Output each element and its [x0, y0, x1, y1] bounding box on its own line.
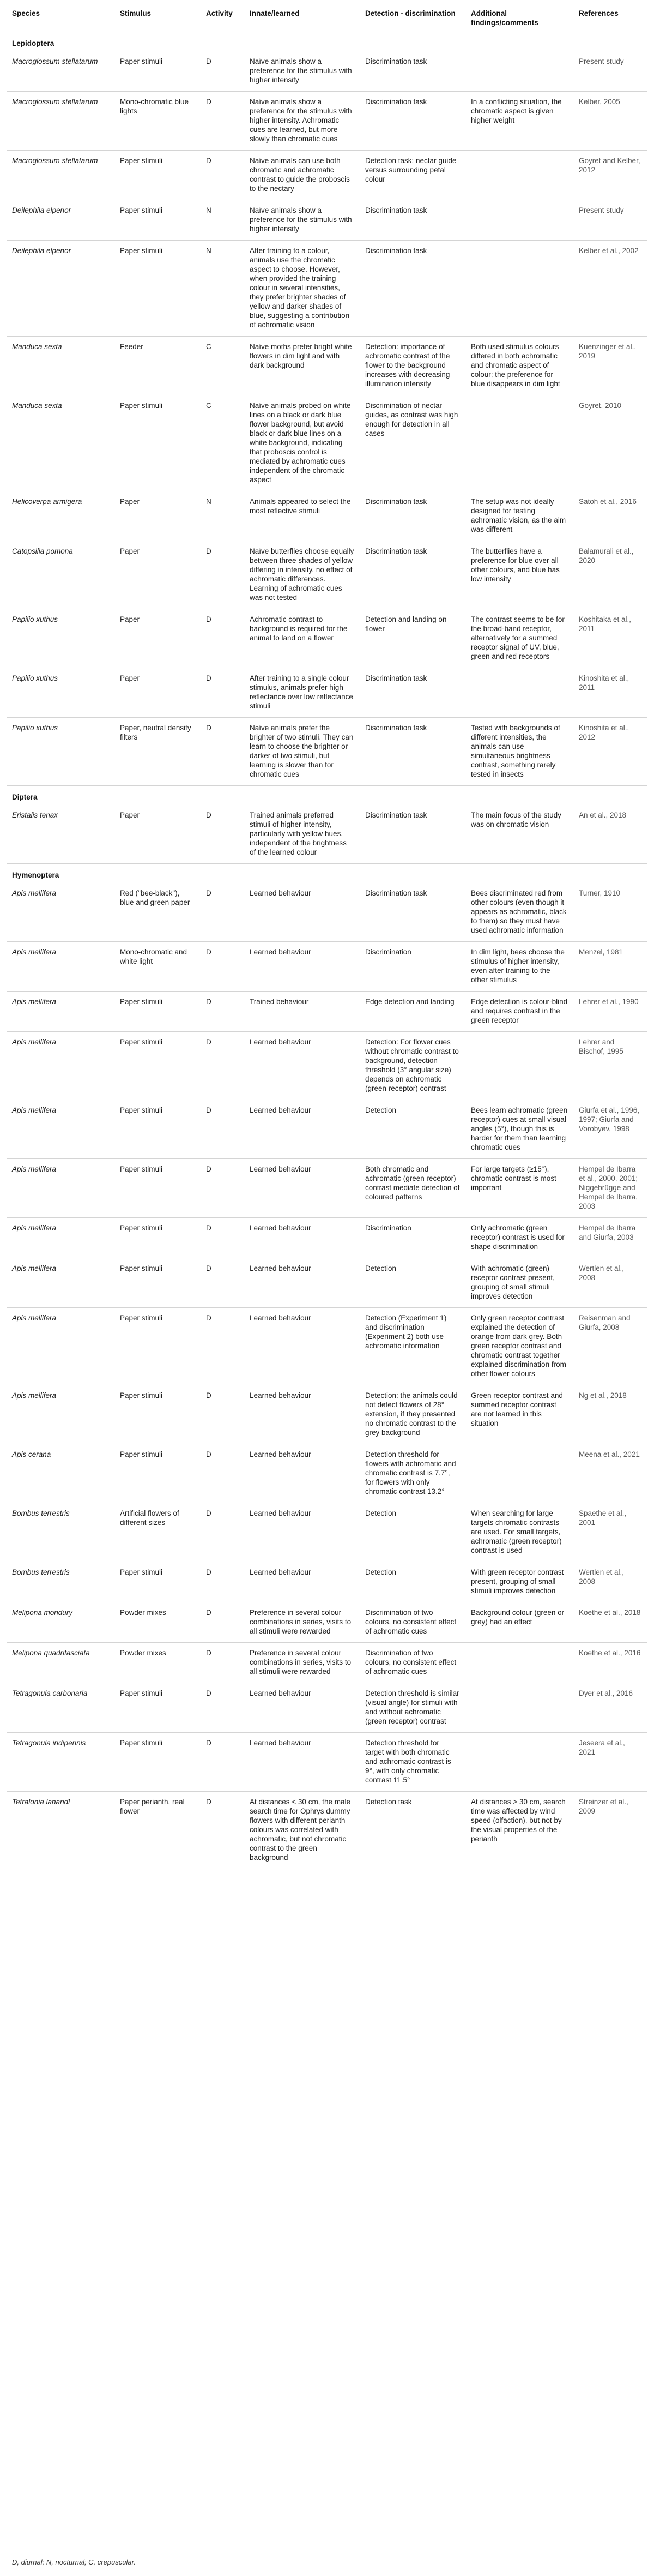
- cell-species: Apis mellifera: [7, 1100, 114, 1159]
- cell-innate: Naïve animals show a preference for the stimulus with higher intensity. Achromatic cues are learned, but more slowly than chromatic cues: [244, 92, 360, 151]
- cell-innate: Preference in several colour combinations in series, visits to all stimuli were rewarded: [244, 1643, 360, 1683]
- cell-species: Papilio xuthus: [7, 609, 114, 668]
- cell-innate: Trained behaviour: [244, 992, 360, 1032]
- cell-findings: [465, 241, 573, 337]
- cell-stimulus: Paper stimuli: [114, 1159, 201, 1218]
- data-table: [7, 3, 647, 1869]
- cell-species: Apis mellifera: [7, 992, 114, 1032]
- cell-refs: Lehrer and Bischof, 1995: [573, 1032, 647, 1100]
- cell-activity: D: [201, 1602, 244, 1643]
- cell-findings: With achromatic (green) receptor contrast present, grouping of small stimuli improves detection: [465, 1258, 573, 1308]
- cell-species: Macroglossum stellatarum: [7, 151, 114, 200]
- table-row: [7, 1100, 647, 1159]
- cell-stimulus: Paper stimuli: [114, 1733, 201, 1792]
- cell-refs: Turner, 1910: [573, 883, 647, 942]
- cell-innate: Preference in several colour combinations in series, visits to all stimuli were rewarded: [244, 1602, 360, 1643]
- cell-innate: After training to a single colour stimulus, animals prefer high reflectance over low reflectance stimuli: [244, 668, 360, 718]
- cell-species: Apis mellifera: [7, 942, 114, 992]
- cell-stimulus: Paper stimuli: [114, 1258, 201, 1308]
- cell-species: Tetragonula carbonaria: [7, 1683, 114, 1733]
- cell-innate: Learned behaviour: [244, 1100, 360, 1159]
- cell-refs: Lehrer et al., 1990: [573, 992, 647, 1032]
- header-stimulus: Stimulus: [114, 3, 201, 32]
- cell-findings: Bees learn achromatic (green receptor) cues at small visual angles (5°), though this is harder for them than learning chromatic cues: [465, 1100, 573, 1159]
- cell-activity: D: [201, 541, 244, 609]
- cell-findings: [465, 51, 573, 92]
- cell-detection: Discrimination task: [360, 92, 465, 151]
- cell-refs: Ng et al., 2018: [573, 1385, 647, 1444]
- cell-refs: Hempel de Ibarra et al., 2000, 2001; Niggebrügge and Hempel de Ibarra, 2003: [573, 1159, 647, 1218]
- cell-refs: An et al., 2018: [573, 805, 647, 864]
- table-row: [7, 337, 647, 395]
- cell-activity: D: [201, 668, 244, 718]
- cell-findings: Edge detection is colour-blind and requires contrast in the green receptor: [465, 992, 573, 1032]
- cell-activity: D: [201, 1562, 244, 1602]
- cell-innate: Naïve animals show a preference for the stimulus with higher intensity: [244, 200, 360, 241]
- table-row: [7, 1444, 647, 1503]
- cell-activity: D: [201, 609, 244, 668]
- cell-species: Deilephila elpenor: [7, 200, 114, 241]
- cell-species: Deilephila elpenor: [7, 241, 114, 337]
- cell-innate: Trained animals preferred stimuli of higher intensity, particularly with yellow hues, independent of the brightness of the learned colour: [244, 805, 360, 864]
- cell-activity: D: [201, 1385, 244, 1444]
- cell-innate: Learned behaviour: [244, 1562, 360, 1602]
- cell-species: Apis mellifera: [7, 1385, 114, 1444]
- group-row: [7, 864, 647, 884]
- cell-species: Papilio xuthus: [7, 718, 114, 786]
- cell-activity: D: [201, 1683, 244, 1733]
- cell-activity: D: [201, 1258, 244, 1308]
- table-row: [7, 92, 647, 151]
- cell-activity: D: [201, 805, 244, 864]
- cell-detection: Discrimination task: [360, 51, 465, 92]
- cell-innate: At distances < 30 cm, the male search time for Ophrys dummy flowers with different perianth colours was correlated with achromatic, but not chromatic contrast to the green background: [244, 1792, 360, 1869]
- cell-species: Melipona mondury: [7, 1602, 114, 1643]
- table-body: [7, 32, 647, 1869]
- cell-detection: Detection: the animals could not detect flowers of 28° extension, if they presented no chromatic contrast to the grey background: [360, 1385, 465, 1444]
- cell-activity: D: [201, 51, 244, 92]
- cell-activity: D: [201, 1444, 244, 1503]
- cell-stimulus: Feeder: [114, 337, 201, 395]
- cell-innate: Learned behaviour: [244, 1258, 360, 1308]
- cell-detection: Detection: [360, 1562, 465, 1602]
- cell-detection: Both chromatic and achromatic (green receptor) contrast mediate detection of coloured patterns: [360, 1159, 465, 1218]
- cell-activity: D: [201, 942, 244, 992]
- cell-refs: Dyer et al., 2016: [573, 1683, 647, 1733]
- cell-innate: Learned behaviour: [244, 1308, 360, 1385]
- cell-species: Apis mellifera: [7, 1218, 114, 1258]
- cell-refs: Streinzer et al., 2009: [573, 1792, 647, 1869]
- table-row: [7, 1218, 647, 1258]
- cell-activity: D: [201, 1032, 244, 1100]
- cell-activity: N: [201, 491, 244, 541]
- cell-species: Bombus terrestris: [7, 1562, 114, 1602]
- cell-findings: In a conflicting situation, the chromatic aspect is given higher weight: [465, 92, 573, 151]
- cell-stimulus: Paper stimuli: [114, 1308, 201, 1385]
- cell-activity: D: [201, 151, 244, 200]
- cell-species: Apis mellifera: [7, 883, 114, 942]
- cell-refs: Koethe et al., 2018: [573, 1602, 647, 1643]
- cell-innate: Naïve butterflies choose equally between three shades of yellow differing in intensity, no effect of achromatic differences. Learning of achromatic cues was not tested: [244, 541, 360, 609]
- cell-stimulus: Paper stimuli: [114, 1385, 201, 1444]
- table-row: [7, 151, 647, 200]
- cell-findings: [465, 200, 573, 241]
- cell-findings: Both used stimulus colours differed in both achromatic and chromatic aspect of colour; the preference for blue disappears in dim light: [465, 337, 573, 395]
- cell-refs: Kelber, 2005: [573, 92, 647, 151]
- cell-detection: Discrimination: [360, 1218, 465, 1258]
- cell-findings: Only green receptor contrast explained the detection of orange from dark grey. Both green receptor contrast and chromatic contrast together explained discrimination from other flower colours: [465, 1308, 573, 1385]
- cell-innate: Learned behaviour: [244, 1683, 360, 1733]
- cell-innate: Naïve animals probed on white lines on a black or dark blue flower background, but avoid black or dark blue lines on a white background, indicating that proboscis control is mediated by achromatic cues independent of the chromatic aspect: [244, 395, 360, 491]
- cell-species: Apis mellifera: [7, 1032, 114, 1100]
- cell-stimulus: Paper: [114, 609, 201, 668]
- cell-detection: Detection threshold for flowers with achromatic and chromatic contrast is 7.7°, for flowers with only chromatic contrast 13.2°: [360, 1444, 465, 1503]
- header-activity: Activity: [201, 3, 244, 32]
- cell-innate: Learned behaviour: [244, 1385, 360, 1444]
- cell-stimulus: Paper stimuli: [114, 1444, 201, 1503]
- table-row: [7, 1159, 647, 1218]
- cell-species: Bombus terrestris: [7, 1503, 114, 1562]
- cell-stimulus: Paper stimuli: [114, 241, 201, 337]
- cell-findings: [465, 1444, 573, 1503]
- cell-stimulus: Paper stimuli: [114, 395, 201, 491]
- cell-findings: Green receptor contrast and summed receptor contrast are not learned in this situation: [465, 1385, 573, 1444]
- cell-detection: Discrimination task: [360, 883, 465, 942]
- cell-refs: Goyret and Kelber, 2012: [573, 151, 647, 200]
- table-row: [7, 1258, 647, 1308]
- cell-species: Manduca sexta: [7, 395, 114, 491]
- cell-detection: Detection task: nectar guide versus surrounding petal colour: [360, 151, 465, 200]
- cell-innate: Learned behaviour: [244, 942, 360, 992]
- cell-species: Macroglossum stellatarum: [7, 92, 114, 151]
- cell-species: Apis mellifera: [7, 1308, 114, 1385]
- table-row: [7, 1308, 647, 1385]
- cell-refs: Reisenman and Giurfa, 2008: [573, 1308, 647, 1385]
- cell-species: Manduca sexta: [7, 337, 114, 395]
- cell-findings: When searching for large targets chromatic contrasts are used. For small targets, achromatic (green receptor) contrast is used: [465, 1503, 573, 1562]
- cell-refs: Spaethe et al., 2001: [573, 1503, 647, 1562]
- cell-activity: D: [201, 883, 244, 942]
- cell-refs: Wertlen et al., 2008: [573, 1562, 647, 1602]
- cell-stimulus: Paper stimuli: [114, 992, 201, 1032]
- cell-species: Macroglossum stellatarum: [7, 51, 114, 92]
- table-row: [7, 241, 647, 337]
- table-row: [7, 1503, 647, 1562]
- table-header: [7, 3, 647, 32]
- group-label: Diptera: [12, 793, 38, 801]
- group-label: Hymenoptera: [12, 871, 59, 879]
- table-row: [7, 1562, 647, 1602]
- cell-activity: C: [201, 395, 244, 491]
- cell-findings: With green receptor contrast present, grouping of small stimuli improves detection: [465, 1562, 573, 1602]
- cell-findings: Tested with backgrounds of different intensities, the animals can use simultaneous brightness contrast, something rarely tested in insects: [465, 718, 573, 786]
- cell-innate: Learned behaviour: [244, 1159, 360, 1218]
- cell-refs: Meena et al., 2021: [573, 1444, 647, 1503]
- table-row: [7, 609, 647, 668]
- cell-detection: Discrimination task: [360, 241, 465, 337]
- table-footnote: D, diurnal; N, nocturnal; C, crepuscular.: [12, 2558, 136, 2566]
- cell-findings: [465, 1733, 573, 1792]
- table-row: [7, 883, 647, 942]
- cell-refs: Kinoshita et al., 2011: [573, 668, 647, 718]
- cell-detection: Detection: [360, 1100, 465, 1159]
- table-row: [7, 668, 647, 718]
- cell-activity: D: [201, 1792, 244, 1869]
- cell-species: Catopsilia pomona: [7, 541, 114, 609]
- cell-refs: Kinoshita et al., 2012: [573, 718, 647, 786]
- cell-refs: Kelber et al., 2002: [573, 241, 647, 337]
- cell-refs: Satoh et al., 2016: [573, 491, 647, 541]
- cell-detection: Discrimination of nectar guides, as contrast was high enough for detection in all cases: [360, 395, 465, 491]
- table-row: [7, 1602, 647, 1643]
- header-species: Species: [7, 3, 114, 32]
- cell-stimulus: Artificial flowers of different sizes: [114, 1503, 201, 1562]
- cell-stimulus: Paper stimuli: [114, 1100, 201, 1159]
- cell-innate: Naïve animals show a preference for the stimulus with higher intensity: [244, 51, 360, 92]
- cell-findings: [465, 668, 573, 718]
- cell-innate: Learned behaviour: [244, 883, 360, 942]
- table-row: [7, 1643, 647, 1683]
- cell-detection: Discrimination task: [360, 200, 465, 241]
- table-row: [7, 1733, 647, 1792]
- cell-refs: Kuenzinger et al., 2019: [573, 337, 647, 395]
- cell-activity: D: [201, 1218, 244, 1258]
- cell-findings: [465, 1643, 573, 1683]
- cell-detection: Edge detection and landing: [360, 992, 465, 1032]
- table-row: [7, 942, 647, 992]
- cell-stimulus: Paper stimuli: [114, 200, 201, 241]
- cell-detection: Discrimination: [360, 942, 465, 992]
- cell-stimulus: Paper: [114, 491, 201, 541]
- cell-innate: After training to a colour, animals use the chromatic aspect to choose. However, when provided the training colour in several intensities, they prefer brighter shades of yellow and darker shades of blue, suggesting a contribution of achromatic vision: [244, 241, 360, 337]
- cell-findings: The butterflies have a preference for blue over all other colours, and blue has low intensity: [465, 541, 573, 609]
- cell-stimulus: Paper stimuli: [114, 1683, 201, 1733]
- cell-detection: Detection threshold for target with both chromatic and achromatic contrast is 9°, with only chromatic contrast 11.5°: [360, 1733, 465, 1792]
- header-detection: Detection - discrimination: [360, 3, 465, 32]
- cell-findings: At distances > 30 cm, search time was affected by wind speed (olfaction), but not by the visual properties of the perianth: [465, 1792, 573, 1869]
- table-row: [7, 1032, 647, 1100]
- table-row: [7, 491, 647, 541]
- cell-species: Tetragonula iridipennis: [7, 1733, 114, 1792]
- cell-findings: [465, 1683, 573, 1733]
- cell-detection: Detection: For flower cues without chromatic contrast to background, detection threshold (3° angular size) depends on achromatic (green receptor) contrast: [360, 1032, 465, 1100]
- cell-refs: Balamurali et al., 2020: [573, 541, 647, 609]
- cell-findings: The main focus of the study was on chromatic vision: [465, 805, 573, 864]
- cell-species: Apis cerana: [7, 1444, 114, 1503]
- group-row: [7, 786, 647, 806]
- cell-detection: Detection: importance of achromatic contrast of the flower to the background increases with decreasing illumination intensity: [360, 337, 465, 395]
- cell-innate: Learned behaviour: [244, 1218, 360, 1258]
- cell-findings: [465, 1032, 573, 1100]
- cell-stimulus: Paper stimuli: [114, 51, 201, 92]
- cell-species: Eristalis tenax: [7, 805, 114, 864]
- cell-detection: Discrimination of two colours, no consistent effect of achromatic cues: [360, 1602, 465, 1643]
- table-row: [7, 718, 647, 786]
- cell-detection: Detection: [360, 1503, 465, 1562]
- table-row: [7, 1683, 647, 1733]
- cell-stimulus: Red ("bee-black"), blue and green paper: [114, 883, 201, 942]
- cell-detection: Discrimination task: [360, 668, 465, 718]
- cell-findings: Bees discriminated red from other colours (even though it appears as achromatic, black to them) so they must have used achromatic information: [465, 883, 573, 942]
- cell-refs: Present study: [573, 51, 647, 92]
- cell-activity: D: [201, 92, 244, 151]
- cell-refs: Jeseera et al., 2021: [573, 1733, 647, 1792]
- cell-stimulus: Paper stimuli: [114, 151, 201, 200]
- cell-detection: Detection: [360, 1258, 465, 1308]
- cell-stimulus: Paper: [114, 805, 201, 864]
- cell-findings: The setup was not ideally designed for testing achromatic vision, as the aim was different: [465, 491, 573, 541]
- group-row: [7, 32, 647, 52]
- cell-detection: Discrimination task: [360, 805, 465, 864]
- cell-stimulus: Paper stimuli: [114, 1218, 201, 1258]
- cell-stimulus: Paper, neutral density filters: [114, 718, 201, 786]
- cell-stimulus: Mono-chromatic and white light: [114, 942, 201, 992]
- cell-detection: Discrimination task: [360, 541, 465, 609]
- cell-detection: Detection and landing on flower: [360, 609, 465, 668]
- cell-stimulus: Paper perianth, real flower: [114, 1792, 201, 1869]
- table-row: [7, 992, 647, 1032]
- cell-activity: D: [201, 992, 244, 1032]
- cell-refs: Hempel de Ibarra and Giurfa, 2003: [573, 1218, 647, 1258]
- cell-innate: Naïve moths prefer bright white flowers in dim light and with dark background: [244, 337, 360, 395]
- cell-species: Helicoverpa armigera: [7, 491, 114, 541]
- cell-findings: Only achromatic (green receptor) contrast is used for shape discrimination: [465, 1218, 573, 1258]
- table-row: [7, 395, 647, 491]
- cell-stimulus: Mono-chromatic blue lights: [114, 92, 201, 151]
- cell-stimulus: Paper stimuli: [114, 1562, 201, 1602]
- cell-innate: Animals appeared to select the most reflective stimuli: [244, 491, 360, 541]
- cell-findings: The contrast seems to be for the broad-band receptor, alternatively for a summed receptor signal of UV, blue, green and red receptors: [465, 609, 573, 668]
- cell-stimulus: Paper: [114, 541, 201, 609]
- cell-refs: Giurfa et al., 1996, 1997; Giurfa and Vorobyev, 1998: [573, 1100, 647, 1159]
- cell-species: Papilio xuthus: [7, 668, 114, 718]
- cell-detection: Detection (Experiment 1) and discrimination (Experiment 2) both use achromatic information: [360, 1308, 465, 1385]
- header-findings: Additional findings/comments: [465, 3, 573, 32]
- group-label: Lepidoptera: [12, 39, 55, 47]
- header-innate: Innate/learned: [244, 3, 360, 32]
- cell-findings: For large targets (≥15°), chromatic contrast is most important: [465, 1159, 573, 1218]
- cell-innate: Naïve animals prefer the brighter of two stimuli. They can learn to choose the brighter or darker of two stimuli, but learning is slower than for chromatic cues: [244, 718, 360, 786]
- header-references: References: [573, 3, 647, 32]
- cell-activity: D: [201, 1100, 244, 1159]
- cell-refs: Wertlen et al., 2008: [573, 1258, 647, 1308]
- cell-species: Tetralonia lanandl: [7, 1792, 114, 1869]
- cell-innate: Achromatic contrast to background is required for the animal to land on a flower: [244, 609, 360, 668]
- table-row: [7, 51, 647, 92]
- table-row: [7, 541, 647, 609]
- cell-activity: N: [201, 241, 244, 337]
- cell-innate: Learned behaviour: [244, 1503, 360, 1562]
- cell-refs: Goyret, 2010: [573, 395, 647, 491]
- cell-innate: Learned behaviour: [244, 1444, 360, 1503]
- table-row: [7, 1792, 647, 1869]
- cell-detection: Discrimination task: [360, 718, 465, 786]
- cell-species: Apis mellifera: [7, 1258, 114, 1308]
- cell-activity: D: [201, 718, 244, 786]
- table-row: [7, 805, 647, 864]
- cell-detection: Discrimination task: [360, 491, 465, 541]
- cell-activity: D: [201, 1733, 244, 1792]
- cell-species: Melipona quadrifasciata: [7, 1643, 114, 1683]
- cell-stimulus: Paper: [114, 668, 201, 718]
- table-row: [7, 1385, 647, 1444]
- cell-activity: D: [201, 1308, 244, 1385]
- cell-detection: Discrimination of two colours, no consistent effect of achromatic cues: [360, 1643, 465, 1683]
- cell-activity: C: [201, 337, 244, 395]
- cell-findings: [465, 395, 573, 491]
- cell-refs: Koethe et al., 2016: [573, 1643, 647, 1683]
- cell-activity: D: [201, 1643, 244, 1683]
- cell-stimulus: Powder mixes: [114, 1602, 201, 1643]
- cell-findings: In dim light, bees choose the stimulus of higher intensity, even after training to the other stimulus: [465, 942, 573, 992]
- cell-activity: N: [201, 200, 244, 241]
- cell-refs: Present study: [573, 200, 647, 241]
- cell-innate: Learned behaviour: [244, 1032, 360, 1100]
- cell-detection: Detection threshold is similar (visual angle) for stimuli with and without achromatic (green receptor) contrast: [360, 1683, 465, 1733]
- cell-detection: Detection task: [360, 1792, 465, 1869]
- cell-innate: Learned behaviour: [244, 1733, 360, 1792]
- cell-species: Apis mellifera: [7, 1159, 114, 1218]
- cell-activity: D: [201, 1503, 244, 1562]
- cell-innate: Naïve animals can use both chromatic and achromatic contrast to guide the proboscis to the nectary: [244, 151, 360, 200]
- cell-findings: [465, 151, 573, 200]
- cell-activity: D: [201, 1159, 244, 1218]
- cell-refs: Menzel, 1981: [573, 942, 647, 992]
- cell-findings: Background colour (green or grey) had an effect: [465, 1602, 573, 1643]
- cell-stimulus: Powder mixes: [114, 1643, 201, 1683]
- cell-refs: Koshitaka et al., 2011: [573, 609, 647, 668]
- table-row: [7, 200, 647, 241]
- cell-stimulus: Paper stimuli: [114, 1032, 201, 1100]
